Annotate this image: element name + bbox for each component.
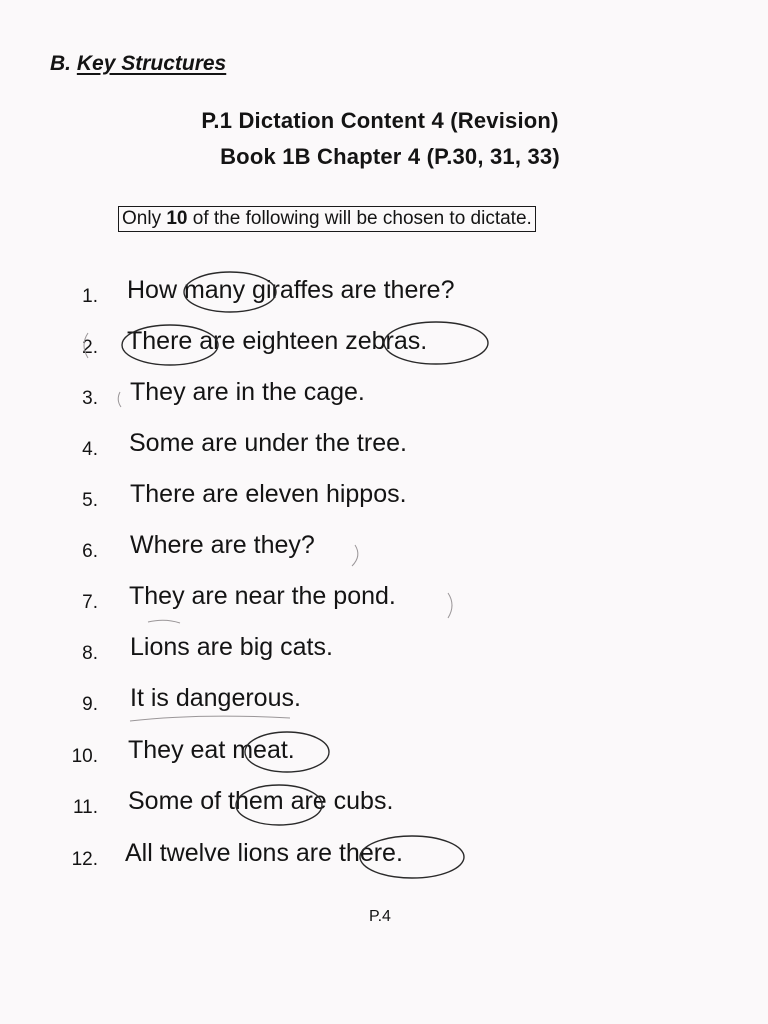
- item-number: 11.: [72, 797, 98, 818]
- item-sentence: There are eleven hippos.: [130, 480, 407, 508]
- list-item: [0, 327, 768, 367]
- item-sentence: There are eighteen zebras.: [127, 327, 428, 355]
- list-item: [0, 633, 768, 673]
- item-number: 8.: [82, 643, 98, 664]
- item-number: 4.: [82, 439, 98, 460]
- item-sentence: They are in the cage.: [130, 378, 365, 406]
- document-subtitle: Book 1B Chapter 4 (P.30, 31, 33): [220, 144, 560, 169]
- list-item: [0, 736, 768, 776]
- item-sentence: All twelve lions are there.: [125, 839, 403, 867]
- list-item: [0, 839, 768, 879]
- item-number: 10.: [71, 746, 98, 767]
- item-sentence: Lions are big cats.: [130, 633, 333, 661]
- item-sentence: Some are under the tree.: [129, 429, 407, 457]
- item-sentence: They are near the pond.: [129, 582, 396, 610]
- page-number: P.4: [369, 908, 391, 925]
- list-item: [0, 787, 768, 827]
- section-prefix: B.: [50, 52, 71, 75]
- item-sentence: Some of them are cubs.: [128, 787, 394, 815]
- item-number: 5.: [82, 490, 98, 511]
- notice-count: 10: [166, 208, 188, 229]
- item-number: 2.: [82, 337, 98, 358]
- list-item: [0, 531, 768, 571]
- section-title: Key Structures: [76, 52, 227, 75]
- item-sentence: How many giraffes are there?: [127, 276, 455, 304]
- item-number: 7.: [82, 592, 98, 613]
- list-item: [0, 378, 768, 418]
- item-number: 9.: [82, 694, 98, 715]
- item-sentence: They eat meat.: [128, 736, 295, 764]
- item-sentence: Where are they?: [130, 531, 315, 559]
- item-number: 3.: [82, 388, 98, 409]
- item-number: 1.: [82, 286, 98, 307]
- notice-text-after: of the following will be chosen to dictate.: [187, 208, 532, 229]
- list-item: [0, 429, 768, 469]
- item-number: 6.: [82, 541, 98, 562]
- item-sentence: It is dangerous.: [130, 684, 301, 712]
- list-item: [0, 684, 768, 724]
- list-item: [0, 582, 768, 622]
- document-title: P.1 Dictation Content 4 (Revision): [201, 108, 559, 133]
- notice-text-before: Only: [122, 208, 167, 229]
- list-item: [0, 480, 768, 520]
- list-item: [0, 276, 768, 316]
- item-number: 12.: [71, 849, 98, 870]
